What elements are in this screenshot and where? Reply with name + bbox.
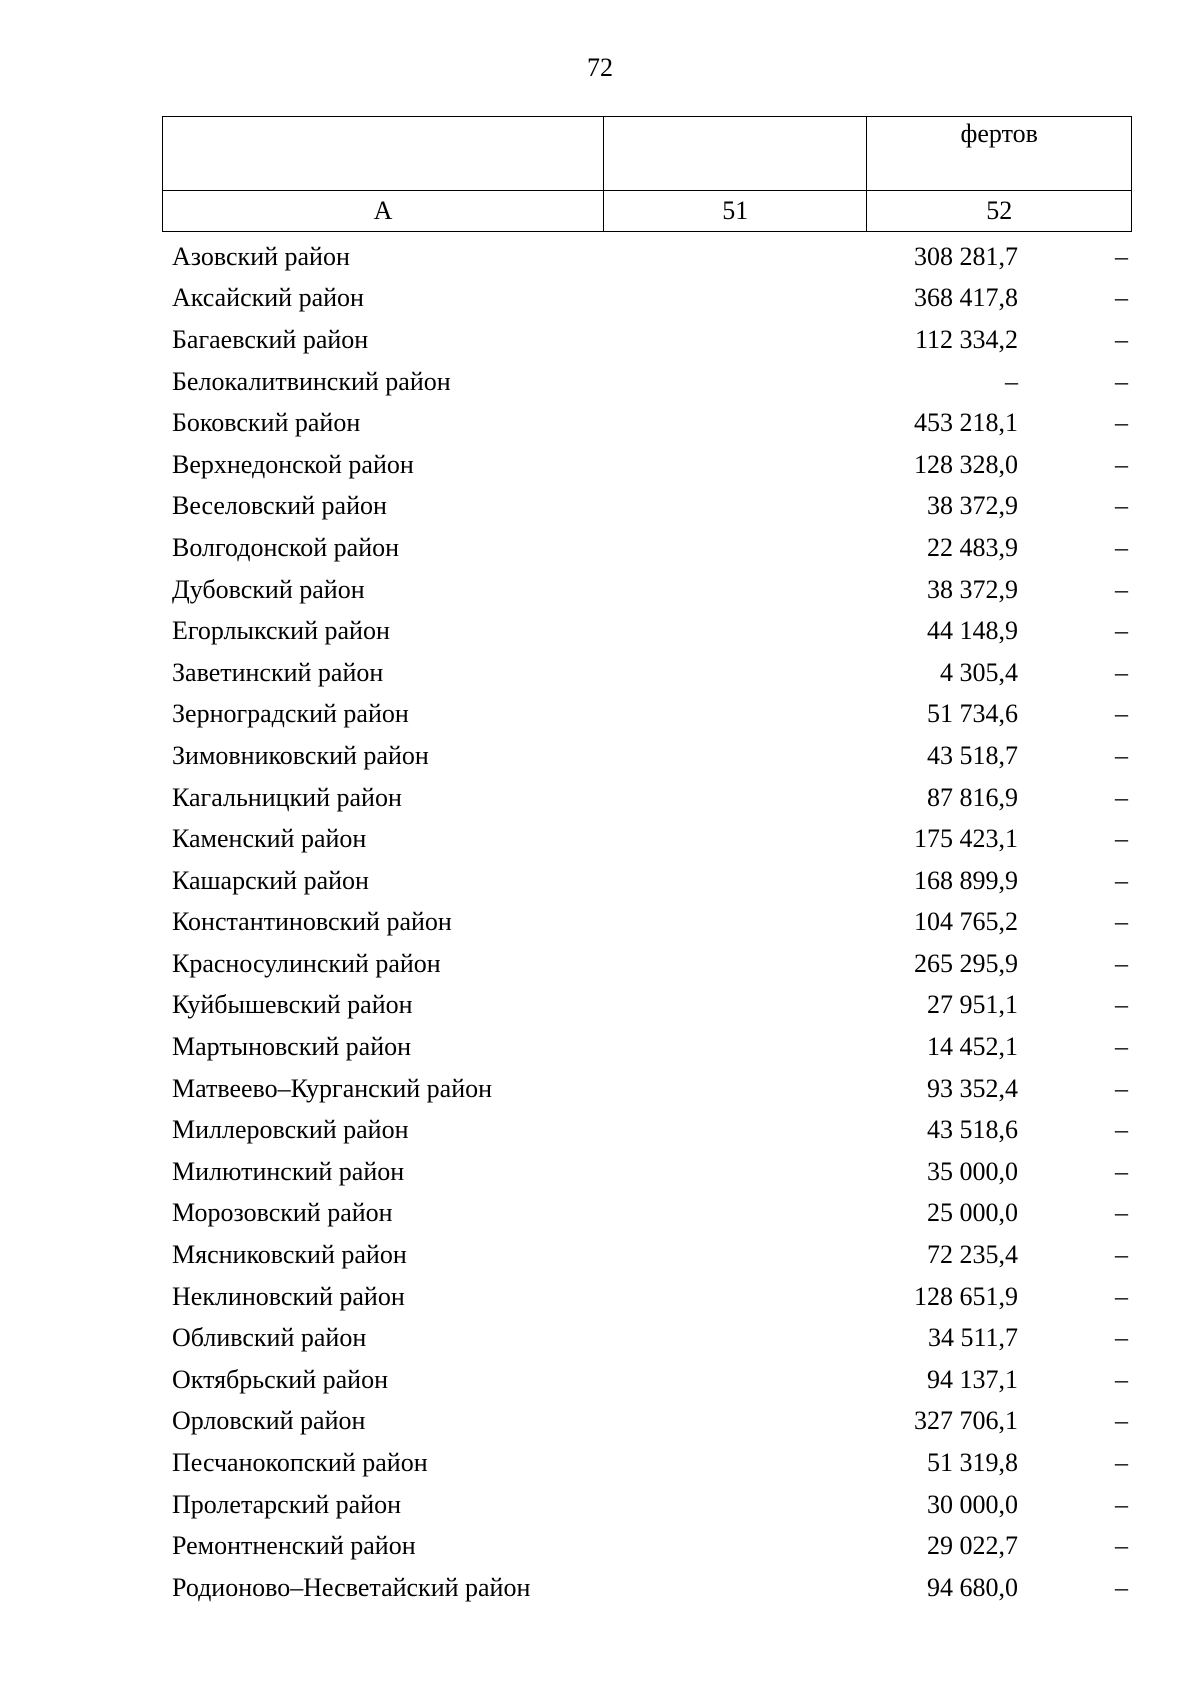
district-name: Неклиновский район (172, 1281, 405, 1311)
value-col-51: – (1005, 366, 1018, 396)
value-col-52: – (1115, 574, 1128, 604)
district-name: Белокалитвинский район (172, 366, 451, 396)
value-col-51: 14 452,1 (927, 1032, 1018, 1062)
district-name: Верхнедонской район (172, 449, 414, 479)
table-row (162, 569, 1132, 611)
district-name: Родионово–Несветайский район (172, 1572, 531, 1602)
table-row (162, 527, 1132, 569)
value-col-51: 327 706,1 (914, 1406, 1018, 1436)
value-col-52: – (1115, 616, 1128, 646)
district-name: Ремонтненский район (172, 1531, 416, 1561)
district-name: Красносулинский район (172, 948, 441, 978)
value-col-52: – (1115, 241, 1128, 271)
value-col-52: – (1115, 1073, 1128, 1103)
district-name: Боковский район (172, 408, 361, 438)
table-row (162, 319, 1132, 361)
district-name: Матвеево–Курганский район (172, 1073, 493, 1103)
district-name: Песчанокопский район (172, 1448, 428, 1478)
value-col-51: 38 372,9 (927, 491, 1018, 521)
district-name: Азовский район (172, 241, 350, 271)
table-row (162, 1442, 1132, 1484)
value-col-51: 44 148,9 (927, 616, 1018, 646)
value-col-51: 128 651,9 (914, 1281, 1018, 1311)
value-col-52: – (1115, 532, 1128, 562)
table-row (162, 694, 1132, 736)
district-name: Зимовниковский район (172, 740, 429, 770)
table-row (162, 1317, 1132, 1359)
district-name: Кашарский район (172, 865, 369, 895)
header-row-titles (163, 117, 1132, 191)
value-col-52: – (1115, 907, 1128, 937)
table-row (162, 1567, 1132, 1609)
table-row (162, 444, 1132, 486)
value-col-52: – (1115, 782, 1128, 812)
table-row (162, 1109, 1132, 1151)
table-row (162, 1151, 1132, 1193)
value-col-51: 51 734,6 (927, 699, 1018, 729)
value-col-52: – (1115, 283, 1128, 313)
value-col-52: – (1115, 1572, 1128, 1602)
value-col-52: – (1115, 408, 1128, 438)
value-col-52: – (1115, 1489, 1128, 1519)
table-row (162, 735, 1132, 777)
table-row (162, 1525, 1132, 1567)
value-col-51: 168 899,9 (914, 865, 1018, 895)
value-col-52: – (1115, 1156, 1128, 1186)
table-row (162, 943, 1132, 985)
table-row (162, 278, 1132, 320)
value-col-52: – (1115, 1448, 1128, 1478)
table-row (162, 1276, 1132, 1318)
district-name: Дубовский район (172, 574, 365, 604)
district-name: Константиновский район (172, 907, 452, 937)
value-col-52: – (1115, 324, 1128, 354)
header-cell-51-title (604, 117, 867, 191)
value-col-52: – (1115, 740, 1128, 770)
district-name: Октябрьский район (172, 1364, 388, 1394)
value-col-52: – (1115, 1531, 1128, 1561)
table-row (162, 1401, 1132, 1443)
value-col-51: 51 319,8 (927, 1448, 1018, 1478)
table-row (162, 860, 1132, 902)
district-name: Кагальницкий район (172, 782, 402, 812)
header-cell-52-title: фертов (867, 117, 1132, 191)
value-col-52: – (1115, 948, 1128, 978)
value-col-51: 29 022,7 (927, 1531, 1018, 1561)
table-row (162, 985, 1132, 1027)
page-number: 72 (587, 53, 613, 82)
value-col-52: – (1115, 699, 1128, 729)
table-row (162, 486, 1132, 528)
value-col-52: – (1115, 449, 1128, 479)
table-row (162, 818, 1132, 860)
value-col-51: 265 295,9 (914, 948, 1018, 978)
value-col-52: – (1115, 990, 1128, 1020)
value-col-51: 93 352,4 (927, 1073, 1018, 1103)
value-col-51: 30 000,0 (927, 1489, 1018, 1519)
value-col-51: 308 281,7 (914, 241, 1018, 271)
value-col-51: 175 423,1 (914, 824, 1018, 854)
district-name: Зерноградский район (172, 699, 409, 729)
table-row (162, 1234, 1132, 1276)
table-row (162, 777, 1132, 819)
table-row (162, 1484, 1132, 1526)
value-col-51: 94 137,1 (927, 1364, 1018, 1394)
district-name: Пролетарский район (172, 1489, 402, 1519)
value-col-51: 43 518,6 (927, 1115, 1018, 1145)
district-name: Заветинский район (172, 657, 384, 687)
district-name: Куйбышевский район (172, 990, 413, 1020)
value-col-52: – (1115, 1406, 1128, 1436)
value-col-51: 35 000,0 (927, 1156, 1018, 1186)
value-col-51: 368 417,8 (914, 283, 1018, 313)
district-name: Веселовский район (172, 491, 387, 521)
district-name: Морозовский район (172, 1198, 393, 1228)
table-row (162, 1026, 1132, 1068)
value-col-51: 4 305,4 (940, 657, 1018, 687)
value-col-52: – (1115, 657, 1128, 687)
table-header (162, 116, 1132, 232)
district-name: Обливский район (172, 1323, 367, 1353)
value-col-51: 112 334,2 (914, 324, 1018, 354)
table-row (162, 1359, 1132, 1401)
value-col-51: 104 765,2 (914, 907, 1018, 937)
value-col-52: – (1115, 1198, 1128, 1228)
value-col-51: 43 518,7 (927, 740, 1018, 770)
table-row (162, 610, 1132, 652)
table-row (162, 652, 1132, 694)
district-name: Мартыновский район (172, 1032, 412, 1062)
header-row-numbers (163, 191, 1132, 232)
value-col-52: – (1115, 1323, 1128, 1353)
district-name: Багаевский район (172, 324, 369, 354)
header-cell-a-title (163, 117, 604, 191)
district-name: Егорлыкский район (172, 616, 390, 646)
value-col-52: – (1115, 1032, 1128, 1062)
header-cell-a-number: А (163, 191, 604, 232)
district-name: Мясниковский район (172, 1240, 407, 1270)
header-cell-51-number: 51 (604, 191, 867, 232)
table-row (162, 402, 1132, 444)
value-col-52: – (1115, 1240, 1128, 1270)
district-name: Аксайский район (172, 283, 364, 313)
value-col-51: 22 483,9 (927, 532, 1018, 562)
value-col-52: – (1115, 824, 1128, 854)
value-col-51: 87 816,9 (927, 782, 1018, 812)
value-col-52: – (1115, 1281, 1128, 1311)
value-col-51: 128 328,0 (914, 449, 1018, 479)
value-col-52: – (1115, 366, 1128, 396)
value-col-51: 27 951,1 (927, 990, 1018, 1020)
table-body (162, 236, 1132, 1609)
value-col-52: – (1115, 1115, 1128, 1145)
header-cell-52-number: 52 (867, 191, 1132, 232)
district-name: Милютинский район (172, 1156, 405, 1186)
value-col-51: 72 235,4 (927, 1240, 1018, 1270)
district-name: Орловский район (172, 1406, 366, 1436)
value-col-51: 453 218,1 (914, 408, 1018, 438)
table-row (162, 236, 1132, 278)
table-row (162, 1068, 1132, 1110)
table-row (162, 361, 1132, 403)
district-name: Волгодонской район (172, 532, 400, 562)
value-col-52: – (1115, 491, 1128, 521)
value-col-51: 38 372,9 (927, 574, 1018, 604)
district-name: Миллеровский район (172, 1115, 409, 1145)
value-col-52: – (1115, 865, 1128, 895)
value-col-51: 94 680,0 (927, 1572, 1018, 1602)
value-col-51: 25 000,0 (927, 1198, 1018, 1228)
value-col-51: 34 511,7 (927, 1323, 1018, 1353)
table-row (162, 1193, 1132, 1235)
value-col-52: – (1115, 1364, 1128, 1394)
table-row (162, 902, 1132, 944)
district-name: Каменский район (172, 824, 367, 854)
